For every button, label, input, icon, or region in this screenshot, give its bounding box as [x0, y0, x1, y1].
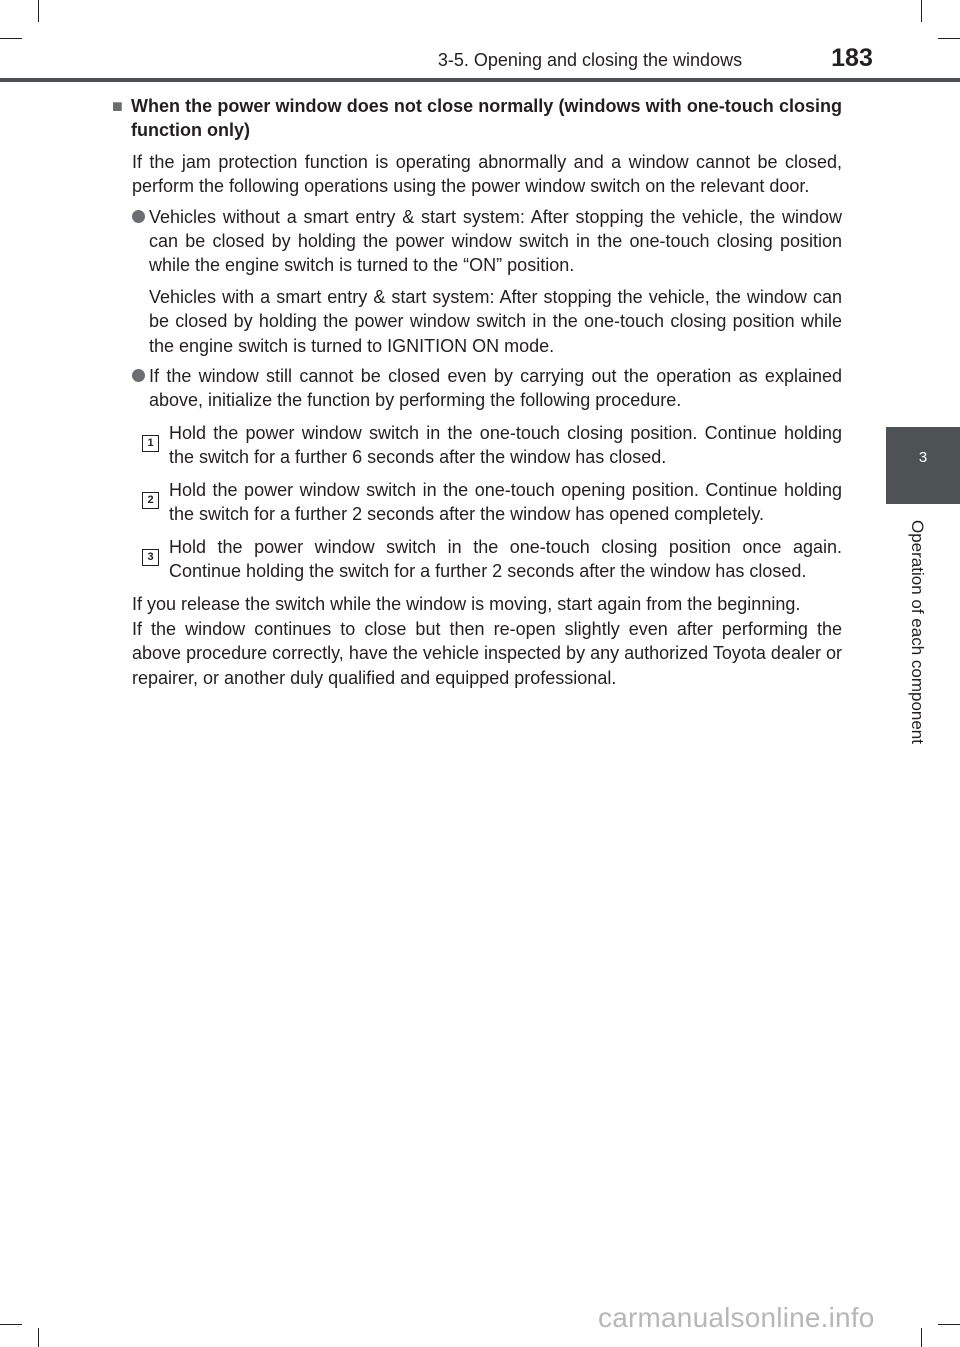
step-number-badge: 3 [142, 549, 159, 566]
step-text: Hold the power window switch in the one-touch closing position once again. Continue holding the switch for a further 2 seconds after the window has closed. [169, 536, 842, 581]
crop-mark [0, 38, 22, 39]
note-paragraph: If the window continues to close but then re-open slightly even after performing the above procedure correctly, have the vehicle inspected by any authorized Toyota dealer or repairer, or another duly qualified and equipped professional. [132, 618, 842, 688]
square-bullet-icon: ■ [112, 96, 123, 116]
section-heading [112, 94, 842, 143]
header-rule [0, 78, 960, 82]
chapter-tab [886, 427, 960, 504]
crop-mark [921, 0, 922, 22]
procedure-step [142, 421, 842, 470]
step-number-badge: 1 [142, 435, 159, 452]
watermark: carmanualsonline.info [598, 1302, 875, 1333]
step-text: Hold the power window switch in the one-touch closing position. Continue holding the switch for a further 6 seconds after the window has closed. [169, 422, 842, 468]
crop-mark [938, 38, 960, 39]
note-paragraph: If you release the switch while the window is moving, start again from the beginning. [132, 594, 801, 615]
procedure-step [142, 478, 842, 527]
header-section-title: 3-5. Opening and closing the windows [437, 50, 743, 70]
chapter-number: 3 [918, 449, 928, 466]
intro-paragraph: If the jam protection function is operating abnormally and a window cannot be closed, perform the following operations using the power window switch on the relevant door. [132, 151, 842, 197]
crop-mark [0, 1324, 22, 1325]
page-number: 183 [831, 44, 873, 72]
notes-block [132, 592, 842, 690]
bullet-item [132, 364, 842, 413]
section-heading-text: When the power window does not close normally (windows with one-touch closing function only) [131, 96, 842, 141]
bullet-text: If the window still cannot be closed even by carrying out the operation as explained above, initialize the function by performing the following procedure. [149, 366, 842, 411]
crop-mark [38, 1328, 39, 1347]
crop-mark [938, 1324, 960, 1325]
procedure-step [142, 535, 842, 584]
step-text: Hold the power window switch in the one-touch opening position. Continue holding the switch for a further 2 seconds after the window has opened completely. [169, 479, 842, 525]
step-number-badge: 2 [142, 492, 159, 509]
chapter-title: Operation of each component [908, 520, 927, 744]
bullet-text: Vehicles without a smart entry & start system: After stopping the vehicle, the window can be closed by holding the power window switch in the one-touch closing position while the engine switch is turned to the “ON” position. [149, 206, 842, 276]
bullet-sub-paragraph: Vehicles with a smart entry & start system: After stopping the vehicle, the window can be closed by holding the power window switch in the one-touch closing position while the engine switch is turned to IGNITION ON mode. [149, 286, 842, 356]
crop-mark [921, 1328, 922, 1347]
crop-mark [38, 0, 39, 22]
round-bullet-icon [132, 210, 145, 223]
main-content [112, 94, 842, 690]
round-bullet-icon [132, 369, 145, 382]
bullet-item [132, 205, 842, 278]
